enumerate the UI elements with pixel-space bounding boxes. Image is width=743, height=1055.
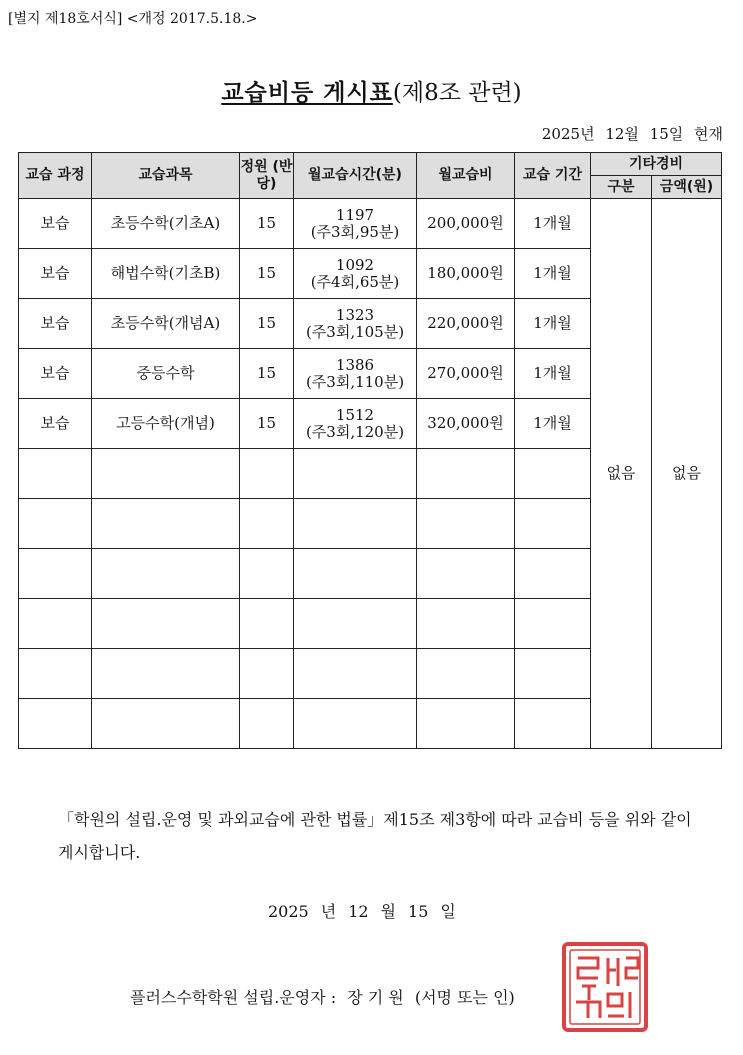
cell-subject: 고등수학(개념) xyxy=(92,399,240,449)
hours-detail: (주4회,65분) xyxy=(310,272,400,291)
cell-capacity: 15 xyxy=(240,199,294,249)
cell-subject: 초등수학(개념A) xyxy=(92,299,240,349)
hours-total: 1092 xyxy=(335,255,375,274)
as-of-date: 2025년 12월 15일 현재 xyxy=(541,125,723,143)
cell-capacity: 15 xyxy=(240,299,294,349)
cell-other-type: 없음 xyxy=(591,199,652,749)
date-year-unit: 년 xyxy=(320,902,337,921)
signer-line xyxy=(130,985,521,1008)
cell-subject: 중등수학 xyxy=(92,349,240,399)
cell-monthly-fee: 180,000원 xyxy=(417,249,515,299)
header-monthly-fee: 월교습비 xyxy=(417,153,515,199)
cell-course: 보습 xyxy=(19,349,92,399)
cell-period: 1개월 xyxy=(515,199,591,249)
cell-course xyxy=(19,649,92,699)
cell-monthly-fee xyxy=(417,599,515,649)
hours-total: 1323 xyxy=(335,305,375,324)
cell-subject xyxy=(92,499,240,549)
cell-period xyxy=(515,699,591,749)
cell-monthly-hours xyxy=(294,499,417,549)
cell-period: 1개월 xyxy=(515,349,591,399)
cell-monthly-hours xyxy=(294,649,417,699)
cell-capacity xyxy=(240,549,294,599)
cell-course xyxy=(19,599,92,649)
hours-total: 1386 xyxy=(335,355,375,374)
cell-course: 보습 xyxy=(19,249,92,299)
cell-subject xyxy=(92,649,240,699)
cell-course: 보습 xyxy=(19,299,92,349)
seal-stamp-icon xyxy=(560,940,650,1035)
title-sub: (제8조 관련) xyxy=(392,80,522,106)
title-main: 교습비등 게시표 xyxy=(221,79,393,106)
cell-course: 보습 xyxy=(19,199,92,249)
cell-monthly-hours xyxy=(294,599,417,649)
date-month: 12 xyxy=(348,902,369,921)
header-other-expenses: 기타경비 xyxy=(591,153,722,176)
cell-monthly-fee: 200,000원 xyxy=(417,199,515,249)
cell-monthly-fee: 270,000원 xyxy=(417,349,515,399)
cell-course: 보습 xyxy=(19,399,92,449)
hours-detail: (주3회,110분) xyxy=(305,372,405,391)
cell-period xyxy=(515,599,591,649)
signer-sign-note: (서명 또는 인) xyxy=(414,988,515,1007)
fee-table-body xyxy=(19,199,722,749)
cell-course xyxy=(19,549,92,599)
cell-course xyxy=(19,449,92,499)
page-title xyxy=(0,74,743,107)
signer-name: 장 기 원 xyxy=(347,988,404,1007)
hours-detail: (주3회,120분) xyxy=(305,422,405,441)
cell-monthly-fee xyxy=(417,699,515,749)
hours-detail: (주3회,95분) xyxy=(310,222,400,241)
cell-capacity: 15 xyxy=(240,349,294,399)
cell-period xyxy=(515,499,591,549)
cell-monthly-hours xyxy=(294,299,417,349)
cell-capacity: 15 xyxy=(240,399,294,449)
cell-capacity xyxy=(240,699,294,749)
cell-capacity xyxy=(240,449,294,499)
cell-capacity: 15 xyxy=(240,249,294,299)
cell-monthly-hours xyxy=(294,549,417,599)
date-year: 2025 xyxy=(268,902,309,921)
cell-subject xyxy=(92,549,240,599)
cell-monthly-hours xyxy=(294,199,417,249)
header-other-amount: 금액(원) xyxy=(652,176,722,199)
cell-capacity xyxy=(240,649,294,699)
cell-course xyxy=(19,699,92,749)
cell-period: 1개월 xyxy=(515,299,591,349)
statement-text: 「학원의 설립.운영 및 과외교습에 관한 법률」제15조 제3항에 따라 교습비 등을 위와 같이 게시합니다. xyxy=(58,810,692,862)
cell-monthly-hours xyxy=(294,699,417,749)
cell-capacity xyxy=(240,599,294,649)
fee-table xyxy=(18,152,722,749)
cell-capacity xyxy=(240,499,294,549)
hours-total: 1512 xyxy=(335,405,375,424)
cell-subject: 초등수학(기초A) xyxy=(92,199,240,249)
table-row xyxy=(19,199,722,249)
header-capacity: 정원 (반당) xyxy=(240,153,294,199)
cell-period: 1개월 xyxy=(515,399,591,449)
cell-monthly-fee xyxy=(417,499,515,549)
signer-label: 플러스수학학원 설립.운영자 : xyxy=(130,988,337,1007)
cell-monthly-fee xyxy=(417,449,515,499)
header-other-type: 구분 xyxy=(591,176,652,199)
cell-monthly-hours xyxy=(294,349,417,399)
header-course: 교습 과정 xyxy=(19,153,92,199)
cell-subject xyxy=(92,449,240,499)
header-period: 교습 기간 xyxy=(515,153,591,199)
cell-subject xyxy=(92,699,240,749)
cell-monthly-hours xyxy=(294,399,417,449)
cell-monthly-hours xyxy=(294,249,417,299)
cell-subject xyxy=(92,599,240,649)
posting-date xyxy=(268,899,468,922)
cell-monthly-hours xyxy=(294,449,417,499)
date-day-unit: 일 xyxy=(440,902,456,921)
cell-monthly-fee: 220,000원 xyxy=(417,299,515,349)
cell-monthly-fee xyxy=(417,649,515,699)
cell-course xyxy=(19,499,92,549)
date-day: 15 xyxy=(408,902,429,921)
hours-total: 1197 xyxy=(335,205,375,224)
form-number-tag: [별지 제18호서식] <개정 2017.5.18.> xyxy=(8,11,258,27)
cell-period xyxy=(515,549,591,599)
hours-detail: (주3회,105분) xyxy=(305,322,405,341)
cell-subject: 해법수학(기초B) xyxy=(92,249,240,299)
cell-period xyxy=(515,449,591,499)
date-month-unit: 월 xyxy=(380,902,397,921)
cell-monthly-fee xyxy=(417,549,515,599)
cell-period xyxy=(515,649,591,699)
header-monthly-hours: 월교습시간(분) xyxy=(294,153,417,199)
cell-period: 1개월 xyxy=(515,249,591,299)
cell-other-amount: 없음 xyxy=(652,199,722,749)
cell-monthly-fee: 320,000원 xyxy=(417,399,515,449)
header-subject: 교습과목 xyxy=(92,153,240,199)
